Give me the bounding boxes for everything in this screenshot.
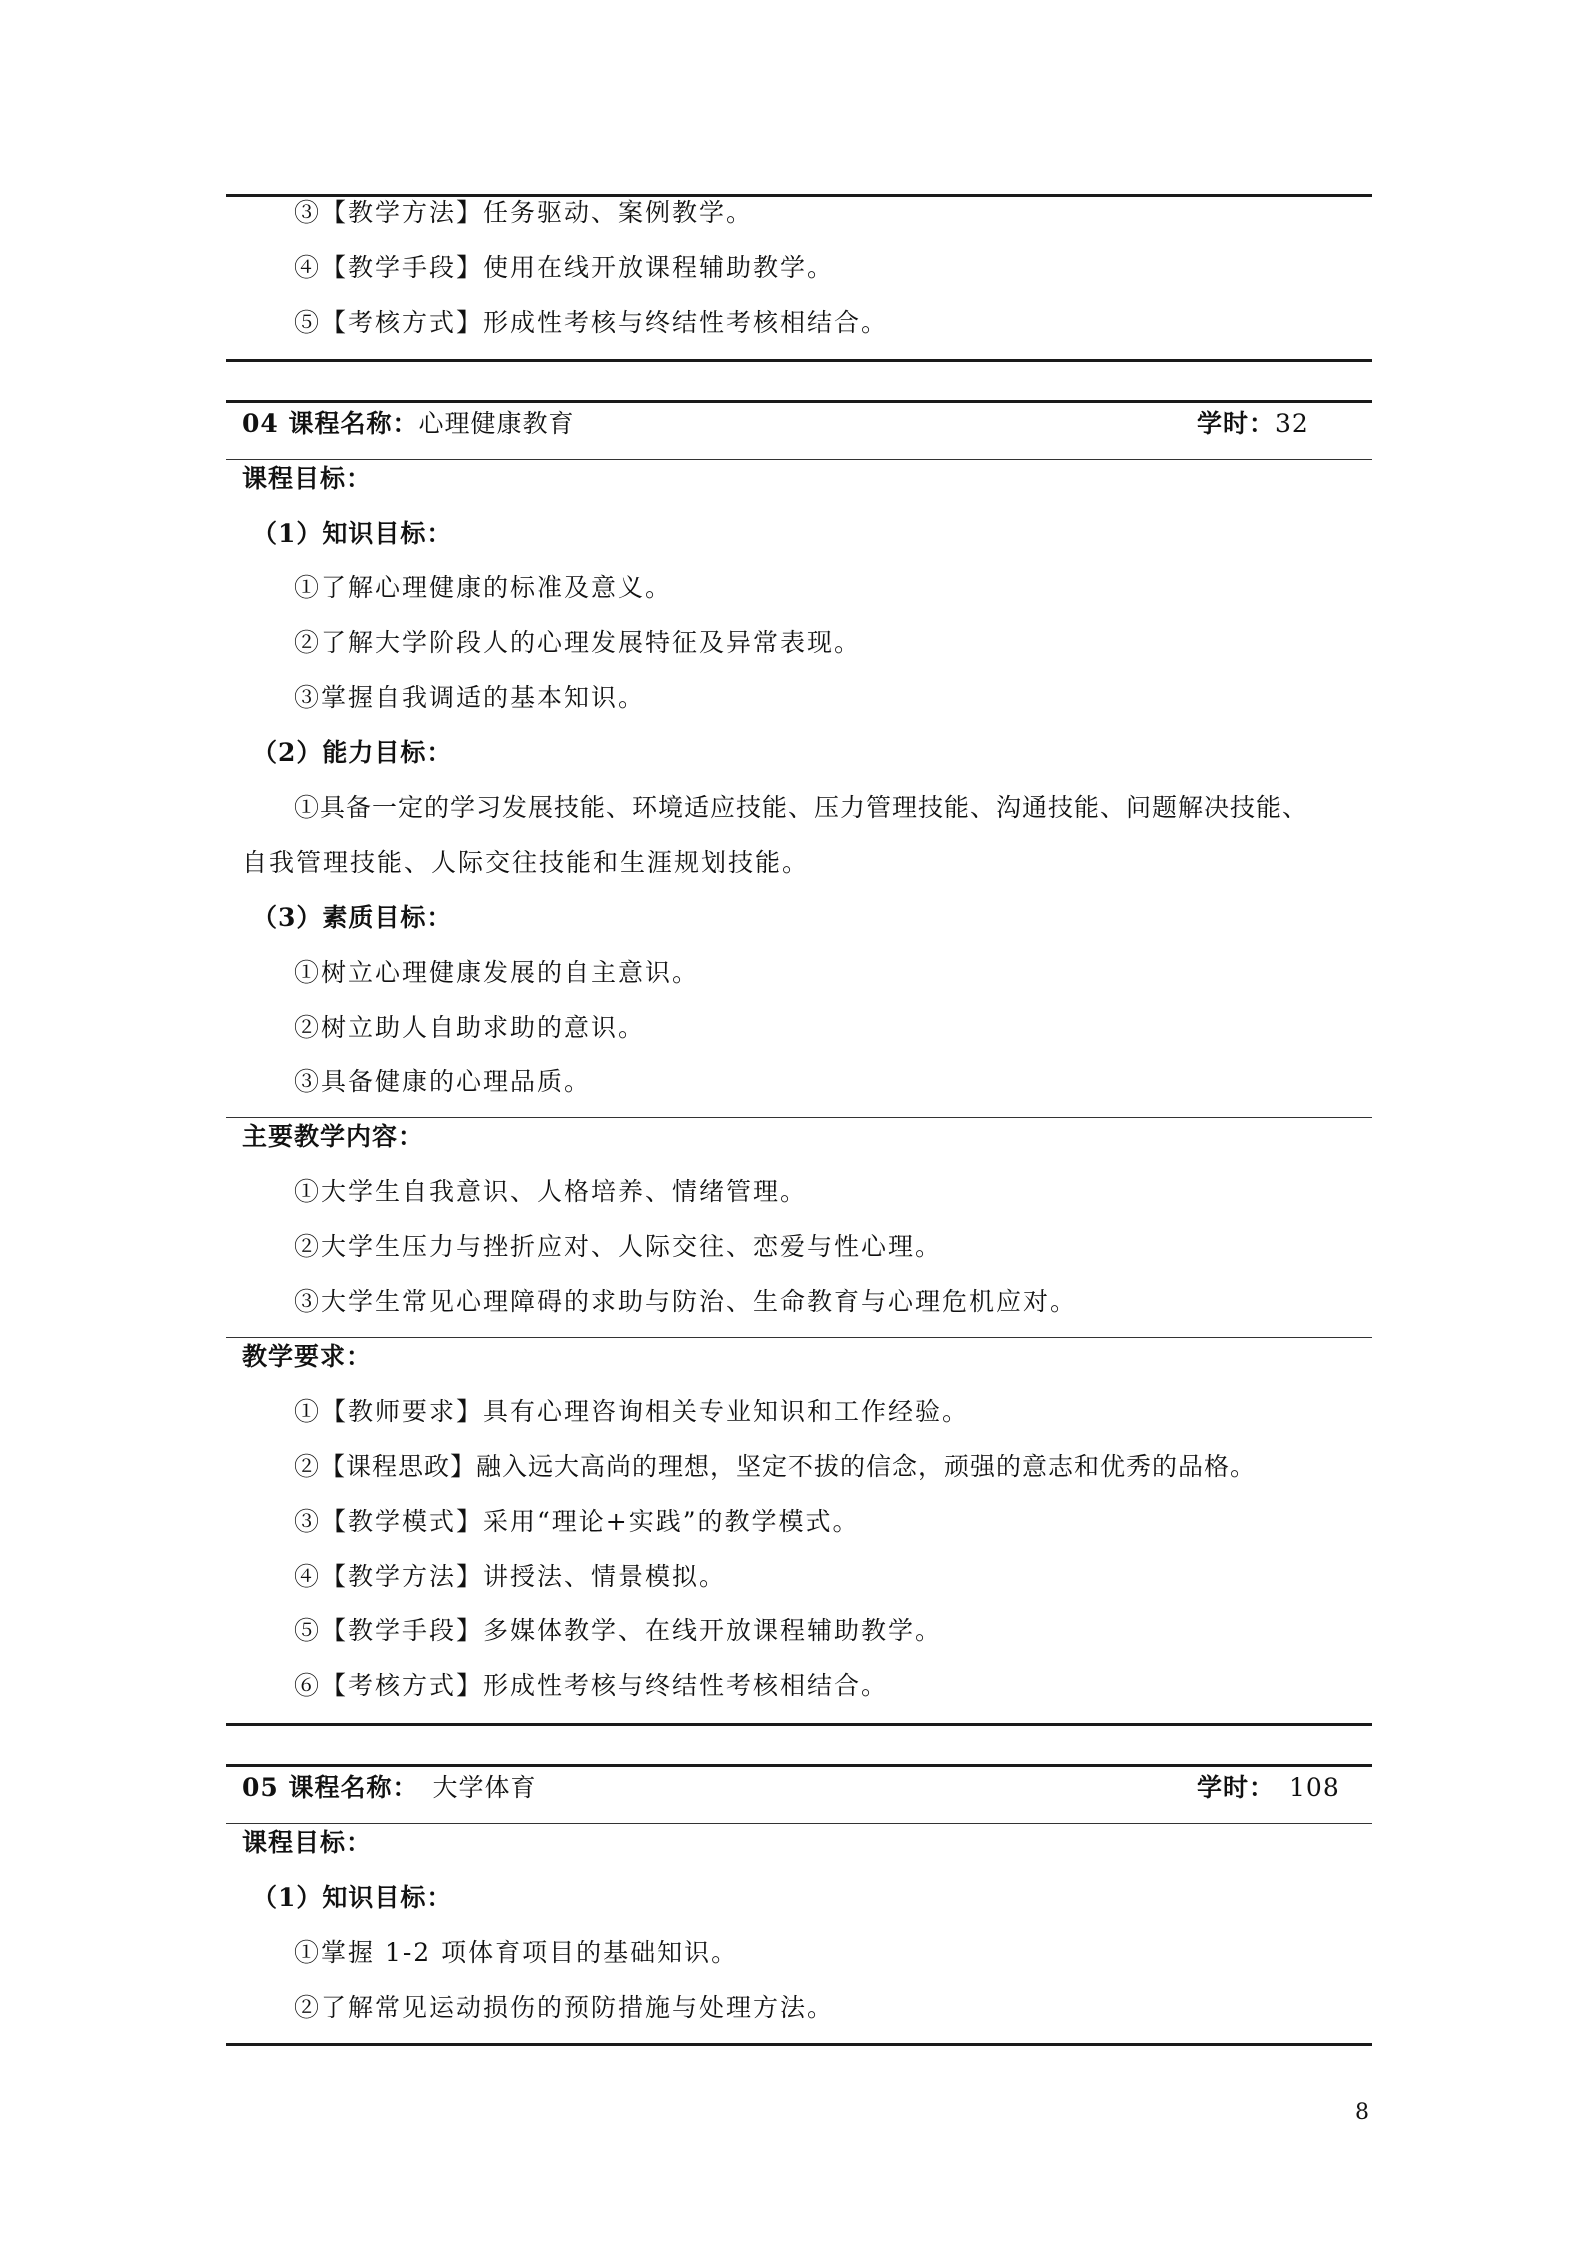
list-item: ①具备一定的学习发展技能、环境适应技能、压力管理技能、沟通技能、问题解决技能、 [294,793,1309,822]
course04-content-heading: 主要教学内容： [242,1122,425,1151]
course04-knowledge-heading: （1）知识目标： [252,519,453,548]
page-number: 8 [1355,2100,1369,2125]
course04-ability-heading: （2）能力目标： [252,738,453,767]
course04-req-heading: 教学要求： [242,1342,373,1371]
course05-hours-label: 学时： [1197,1773,1276,1802]
course04-top-rule [226,400,1372,403]
course04-name: 心理健康教育 [418,409,575,438]
list-item: ③大学生常见心理障碍的求助与防治、生命教育与心理危机应对。 [294,1287,1078,1316]
course05-top-rule [226,1764,1372,1767]
course04-bottom-rule [226,1723,1372,1726]
course05-hours [1197,1771,1340,1805]
course04-quality-heading: （3）素质目标： [252,903,453,932]
list-item: ⑤【教学手段】多媒体教学、在线开放课程辅助教学。 [294,1616,943,1645]
course05-knowledge-heading: （1）知识目标： [252,1883,453,1912]
top-line-method: ③【教学方法】任务驱动、案例教学。 [294,198,754,227]
list-item: ①大学生自我意识、人格培养、情绪管理。 [294,1177,808,1206]
course04-title [242,407,575,441]
course04-hours-value: 32 [1275,409,1309,438]
list-item: ②了解常见运动损伤的预防措施与处理方法。 [294,1993,835,2022]
course05-bottom-rule [226,2043,1372,2046]
block-end-rule [226,359,1372,362]
list-item: ②大学生压力与挫折应对、人际交往、恋爱与性心理。 [294,1232,943,1261]
course05-title [242,1771,537,1805]
course04-content-rule [226,1117,1372,1118]
list-item: ①树立心理健康发展的自主意识。 [294,958,700,987]
course05-header-rule [226,1823,1372,1824]
top-line-means: ④【教学手段】使用在线开放课程辅助教学。 [294,253,835,282]
list-item: ②【课程思政】融入远大高尚的理想，坚定不拔的信念，顽强的意志和优秀的品格。 [294,1452,1257,1481]
list-item: ⑥【考核方式】形成性考核与终结性考核相结合。 [294,1671,889,1700]
course04-req-rule [226,1337,1372,1338]
list-item: ④【教学方法】讲授法、情景模拟。 [294,1562,727,1591]
course04-header-rule [226,459,1372,460]
course04-hours [1197,407,1309,441]
course05-name: 大学体育 [432,1773,537,1802]
course05-hours-value: 108 [1289,1773,1340,1802]
course04-hours-label: 学时： [1197,409,1276,438]
list-item: ①【教师要求】具有心理咨询相关专业知识和工作经验。 [294,1397,970,1426]
course05-goals-heading: 课程目标： [242,1828,373,1857]
list-item: ③具备健康的心理品质。 [294,1067,592,1096]
list-item: ①掌握 1-2 项体育项目的基础知识。 [294,1938,739,1967]
top-line-assessment: ⑤【考核方式】形成性考核与终结性考核相结合。 [294,308,889,337]
list-item: ①了解心理健康的标准及意义。 [294,573,673,602]
course04-name-label: 04 课程名称： [242,409,419,438]
course04-goals-heading: 课程目标： [242,464,373,493]
list-item-continuation: 自我管理技能、人际交往技能和生涯规划技能。 [242,848,810,877]
list-item: ②了解大学阶段人的心理发展特征及异常表现。 [294,628,862,657]
list-item: ②树立助人自助求助的意识。 [294,1013,646,1042]
list-item: ③掌握自我调适的基本知识。 [294,683,646,712]
course05-name-label: 05 课程名称： [242,1773,419,1802]
list-item: ③【教学模式】采用“理论+实践”的教学模式。 [294,1507,860,1536]
